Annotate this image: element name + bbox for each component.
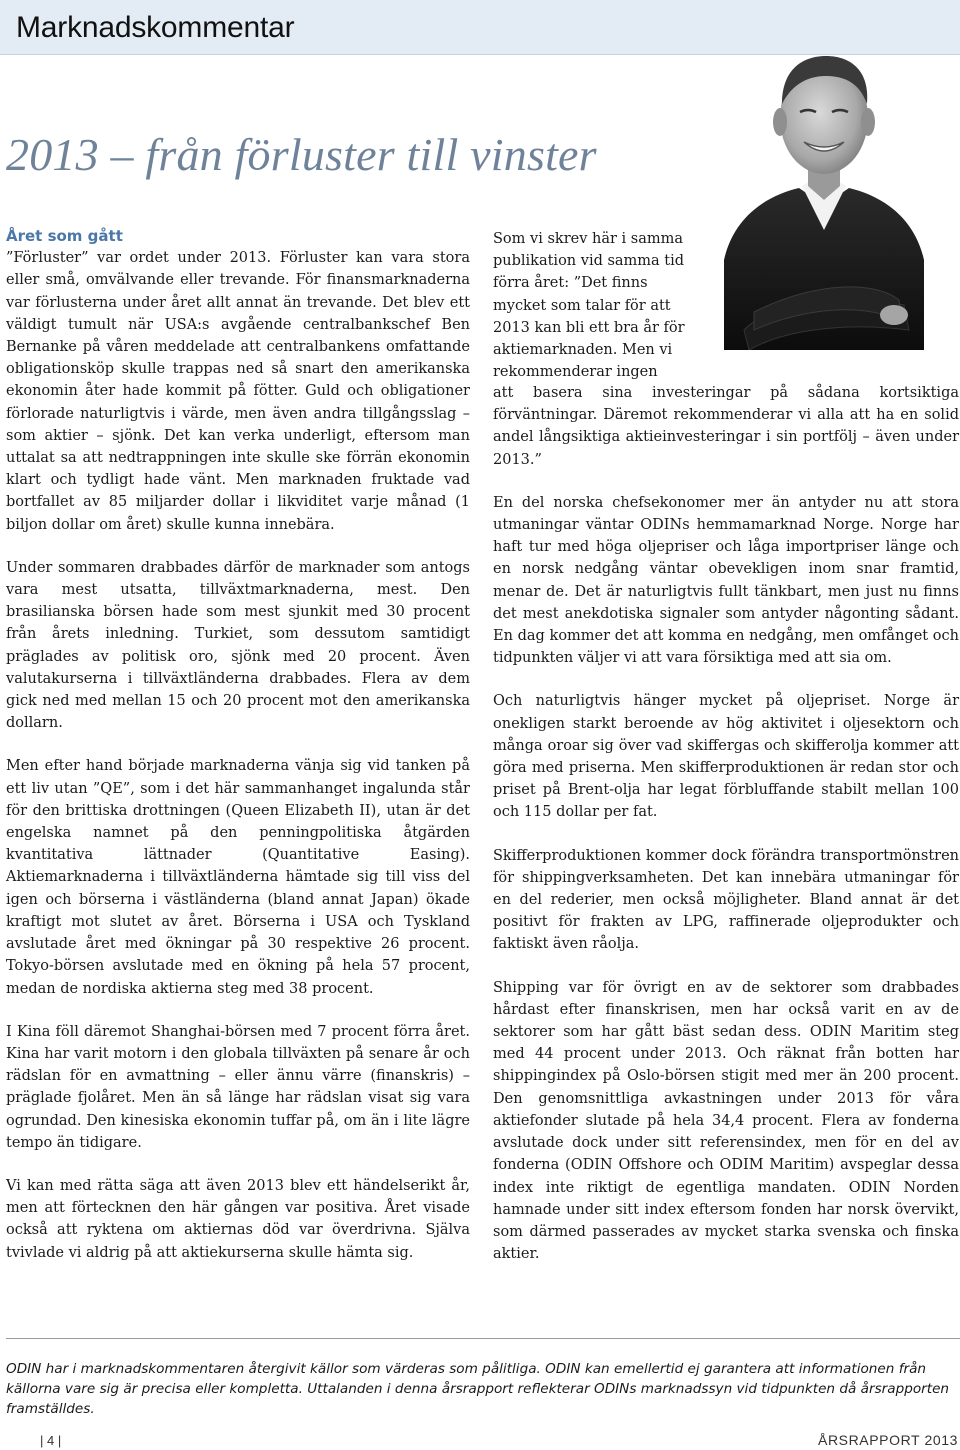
paragraph: ”Förluster” var ordet under 2013. Förluster kan vara stora eller små, omvälvande eller trevande. För finansmarknaderna var förlusterna under året allt annat än trevande. Det blev ett väldigt tumult när USA:s avgående centralbankschef Ben Bernanke på våren meddelade att centralbankens omfattande obligationsköp skulle trappas ned så snart den amerikanska ekonomin åter hade kommit på fötter. Guld och obligationer förlorade naturligtvis i värde, men även andra tillgångsslag – som aktier – sjönk. Det kan verka underligt, eftersom man uttalat sa att nedtrappningen inte skulle ske förrän ekonomin klart och tydligt hade vänt. Men marknaden fruktade vad bortfallet av 85 miljarder dollar i likviditet varje månad (1 biljon dollar om året) skulle kunna innebära. xyxy=(6,250,470,533)
paragraph: Men efter hand började marknaderna vänja sig vid tanken på ett liv utan ”QE”, som i det här sammanhanget ingalunda står för den brittiska drottningen (Queen Elizabeth II), utan är det engelska namnet på den penningpolitiska åtgärden kvantitativa lättnader (Quantitative Easing). Aktiemarknaderna i tillväxtländerna hämtade sig till viss del igen och börserna i västländerna (bland annat Japan) ökade kraftigt mot slutet av året. Börserna i USA och Tyskland avslutade året med ökningar på 30 respektive 26 procent. Tokyo-börsen avslutade med en ökning på hela 57 procent, medan de nordiska aktierna steg med 38 procent. xyxy=(6,758,470,997)
paragraph: Under sommaren drabbades därför de marknader som antogs vara mest utsatta, tillväxtmarknaderna, mest. Den brasilianska börsen hade som mest sjunkit med 30 procent från årets inledning. Turkiet, som dessutom samtidigt präglades av politisk oro, sjönk med 20 procent. Även valutakurserna i tillväxtländerna drabbades. Flera av dem gick ned med mellan 15 och 20 procent mot den amerikanska dollarn. xyxy=(6,559,470,732)
section-title: Marknadskommentar xyxy=(16,11,295,44)
paragraph: Och naturligtvis hänger mycket på oljepriset. Norge är onekligen starkt beroende av hög aktivitet i oljesektorn och många oroar sig över vad skiffergas och skifferolja kommer att göra med priserna. Men skifferproduktionen är redan stor och priset på Brent-olja har legat förbluffande stabilt mellan 100 och 115 dollar per fat. xyxy=(493,693,959,821)
footer-divider xyxy=(6,1338,960,1339)
paragraph: En del norska chefsekonomer mer än antyder nu att stora utmaningar väntar ODINs hemmamarknad Norge. Norge har haft tur med höga oljepriser och låga importpriser länge och en norsk nedgång väntar obevekligen inom snar framtid, menar de. Det är naturligtvis fullt tänkbart, men just nu finns det mest anekdotiska signaler som antyder någonting sådant. En dag kommer det att komma en nedgång, men omfånget och tidpunkten väljer vi att vara försiktiga med att sia om. xyxy=(493,494,959,667)
page-number: | 4 | xyxy=(40,1433,62,1448)
article-left-column xyxy=(6,225,470,1285)
paragraph: Shipping var för övrigt en av de sektorer som drabbades hårdast efter finanskrisen, men har också varit en av de sektorer som har gått bäst sedan dess. ODIN Maritim steg med 44 procent under 2013. Och räknat från botten har shippingindex på Oslo-börsen stigit med mer än 200 procent. Den genomsnittliga avkastningen under 2013 för våra aktiefonder slutade på hela 34,4 procent. Flera av fonderna avslutade dock under sitt referensindex, men för en del av fonderna (ODIN Offshore och ODIM Maritim) avspeglar dessa index inte riktigt de egentliga mandaten. ODIN Norden hamnade under sitt index eftersom fonden har norsk övervikt, som därmed passerades av mycket starka svenska och finska aktier. xyxy=(493,979,959,1263)
paragraph: Som vi skrev här i samma publikation vid samma tid förra året: ”Det finns mycket som talar för att 2013 kan bli ett bra år för aktiemarknaden. Men vi rekommenderar ingen xyxy=(493,231,685,381)
portrait-photo xyxy=(724,30,924,350)
disclaimer: ODIN har i marknadskommentaren återgivit källor som värderas som pålitliga. ODIN kan emellertid ej garantera att informationen från källorna vare sig är precisa eller kompletta. Uttalanden i denna årsrapport reflekterar ODINs marknadssyn vid tidpunkten då årsrapporten framställdes. xyxy=(6,1361,950,1417)
article-right-intro-narrow xyxy=(493,228,698,383)
paragraph: Skifferproduktionen kommer dock förändra transportmönstren för shippingverksamheten. Det kan innebära utmaningar för en del rederier, men också möjligheter. Bland annat är det positivt för frakten av LPG, raffinerade oljeprodukter och faktiskt även råolja. xyxy=(493,847,959,953)
paragraph: Vi kan med rätta säga att även 2013 blev ett händelserikt år, men att förtecknen den här gången var positiva. Året visade också att ryktena om aktiernas död var överdrivna. Själva tvivlade vi aldrig på att aktiekurserna skulle hämta sig. xyxy=(6,1177,470,1261)
article-right-column xyxy=(493,382,959,1286)
paragraph: att basera sina investeringar på sådana kortsiktiga förväntningar. Däremot rekommenderar vi alla att ha en solid andel långsiktiga aktieinvesteringar i sin portfölj – även under 2013.” xyxy=(493,385,959,468)
article-subhead: Året som gått xyxy=(6,227,123,245)
report-title: ÅRSRAPPORT 2013 xyxy=(818,1432,958,1448)
article-title: 2013 – från förluster till vinster xyxy=(6,129,597,180)
paragraph: I Kina föll däremot Shanghai-börsen med 7 procent förra året. Kina har varit motorn i den globala tillväxten på senare år och rädslan för en avmattning – eller ännu värre (finanskris) – präglade fjolåret. Men än så länge har rädslan visat sig vara ogrundad. Den kinesiska ekonomin tuffar på, om än i lite lägre tempo än tidigare. xyxy=(6,1023,470,1151)
